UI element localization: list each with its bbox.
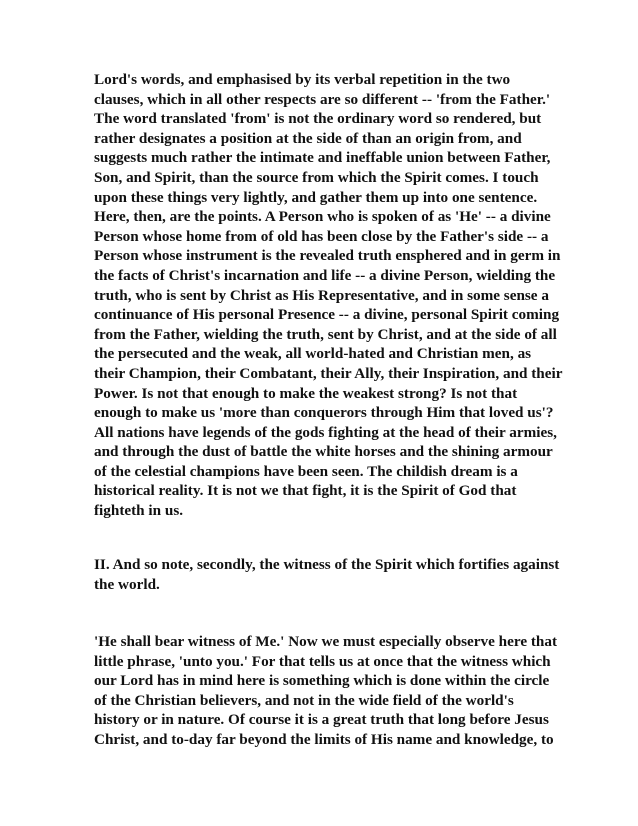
paragraph-witness-unto-you	[94, 632, 558, 750]
text-line: Power. Is not that enough to make the weakest strong? Is not that	[94, 384, 518, 402]
paragraph-section-two-heading	[94, 555, 560, 594]
text-line: continuance of His personal Presence -- a divine, personal Spirit coming	[94, 306, 560, 324]
text-line: of the celestial champions have been seen. The childish dream is a	[94, 462, 518, 480]
text-line: Here, then, are the points. A Person who is spoken of as 'He' -- a divine	[94, 208, 551, 226]
text-line: the persecuted and the weak, all world-hated and Christian men, as	[94, 345, 532, 363]
text-line: and through the dust of battle the white horses and the shining armour	[94, 443, 553, 461]
text-line: fighteth in us.	[94, 502, 184, 520]
text-line: Christ, and to-day far beyond the limits of His name and knowledge, to	[94, 730, 554, 748]
text-line: Son, and Spirit, than the source from which the Spirit comes. I touch	[94, 168, 539, 186]
text-line: little phrase, 'unto you.' For that tells us at once that the witness which	[94, 652, 551, 670]
text-line: the world.	[94, 575, 160, 593]
text-line: clauses, which in all other respects are so different -- 'from the Father.'	[94, 90, 551, 108]
text-line: from the Father, wielding the truth, sent by Christ, and at the side of all	[94, 325, 557, 343]
text-line: Person whose instrument is the revealed truth ensphered and in germ in	[94, 247, 561, 265]
text-line: enough to make us 'more than conquerors through Him that loved us'?	[94, 404, 554, 422]
text-line: All nations have legends of the gods fighting at the head of their armies,	[94, 423, 557, 441]
text-line: upon these things very lightly, and gather them up into one sentence.	[94, 188, 538, 206]
text-line: of the Christian believers, and not in the wide field of the world's	[94, 691, 514, 709]
text-line: our Lord has in mind here is something which is done within the circle	[94, 672, 550, 690]
text-line: rather designates a position at the side of than an origin from, and	[94, 129, 522, 147]
paragraph-spirit-champion	[94, 70, 563, 521]
text-line: suggests much rather the intimate and ineffable union between Father,	[94, 149, 551, 167]
text-line: Person whose home from of old has been close by the Father's side -- a	[94, 227, 549, 245]
text-line: history or in nature. Of course it is a great truth that long before Jesus	[94, 711, 549, 729]
text-line: their Champion, their Combatant, their Ally, their Inspiration, and their	[94, 364, 563, 382]
text-line: 'He shall bear witness of Me.' Now we must especially observe here that	[94, 633, 558, 650]
text-line: Lord's words, and emphasised by its verbal repetition in the two	[94, 71, 511, 88]
text-line: the facts of Christ's incarnation and life -- a divine Person, wielding the	[94, 266, 556, 284]
text-line: The word translated 'from' is not the ordinary word so rendered, but	[94, 110, 542, 128]
text-line: truth, who is sent by Christ as His Representative, and in some sense a	[94, 286, 549, 304]
text-line: historical reality. It is not we that fight, it is the Spirit of God that	[94, 482, 517, 500]
text-line: II. And so note, secondly, the witness of the Spirit which fortifies against	[94, 556, 560, 573]
